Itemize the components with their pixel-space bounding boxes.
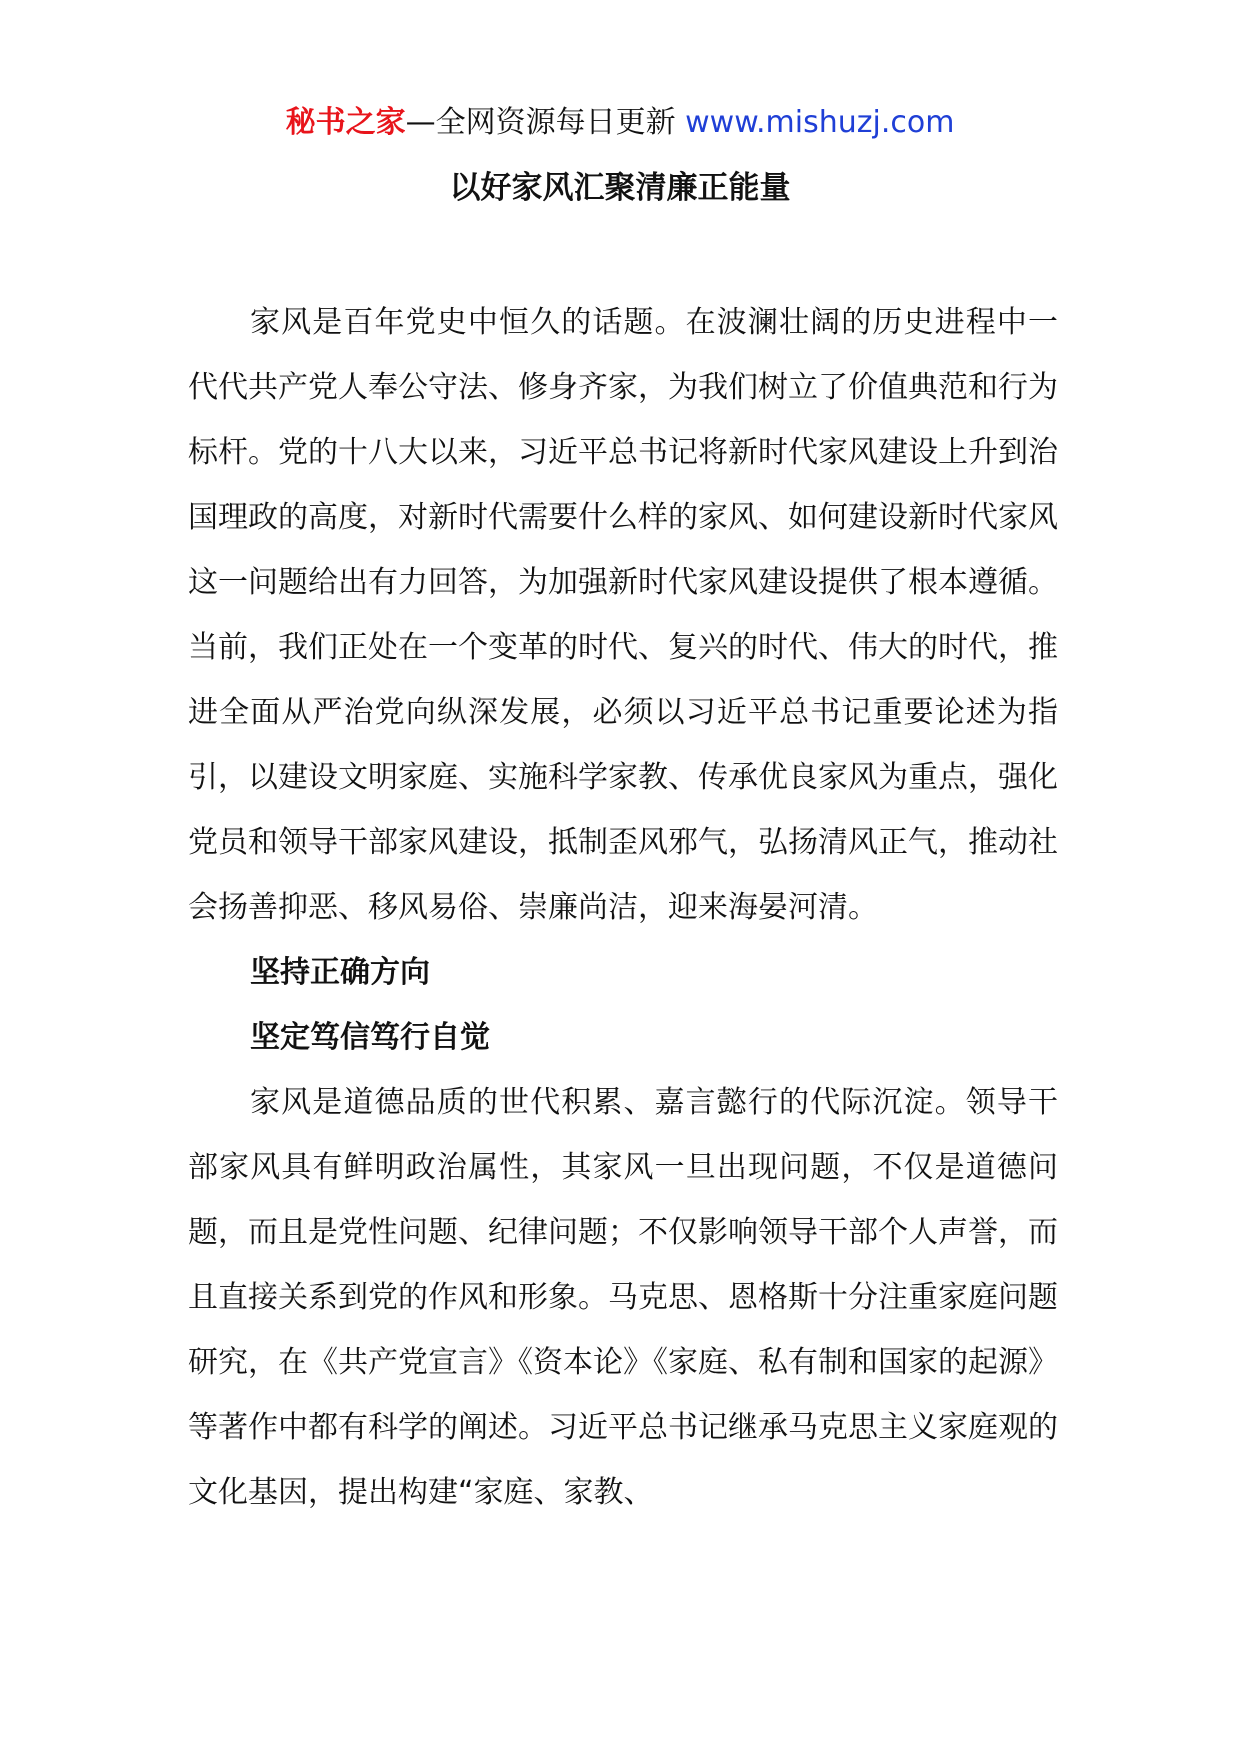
paragraph-body: 家风是道德品质的世代积累、嘉言懿行的代际沉淀。领导干部家风具有鲜明政治属性，其家风一旦出现问题，不仅是道德问题，而且是党性问题、纪律问题；不仅影响领导干部个人声誉，而且直接关系到党的作风和形象。马克思、恩格斯十分注重家庭问题研究，在《共产党宣言》《资本论》《家庭、私有制和国家的起源》等著作中都有科学的阐述。习近平总书记继承马克思主义家庭观的文化基因，提出构建“家庭、家教、 <box>188 1085 1058 1510</box>
section-heading: 坚持正确方向 <box>250 955 430 990</box>
section-subheading: 坚定笃信笃行自觉 <box>250 1020 490 1055</box>
article-body <box>188 290 1058 1525</box>
site-header <box>0 100 1240 146</box>
article-title: 以好家风汇聚清廉正能量 <box>449 170 791 206</box>
header-tagline: —全网资源每日更新 <box>405 105 686 140</box>
site-url-link[interactable]: www.mishuzj.com <box>685 105 955 140</box>
paragraph-intro: 家风是百年党史中恒久的话题。在波澜壮阔的历史进程中一代代共产党人奉公守法、修身齐家，为我们树立了价值典范和行为标杆。党的十八大以来，习近平总书记将新时代家风建设上升到治国理政的高度，对新时代需要什么样的家风、如何建设新时代家风这一问题给出有力回答，为加强新时代家风建设提供了根本遵循。当前，我们正处在一个变革的时代、复兴的时代、伟大的时代，推进全面从严治党向纵深发展，必须以习近平总书记重要论述为指引，以建设文明家庭、实施科学家教、传承优良家风为重点，强化党员和领导干部家风建设，抵制歪风邪气，弘扬清风正气，推动社会扬善抑恶、移风易俗、崇廉尚洁，迎来海晏河清。 <box>188 305 1058 925</box>
brand-name: 秘书之家 <box>285 105 406 140</box>
